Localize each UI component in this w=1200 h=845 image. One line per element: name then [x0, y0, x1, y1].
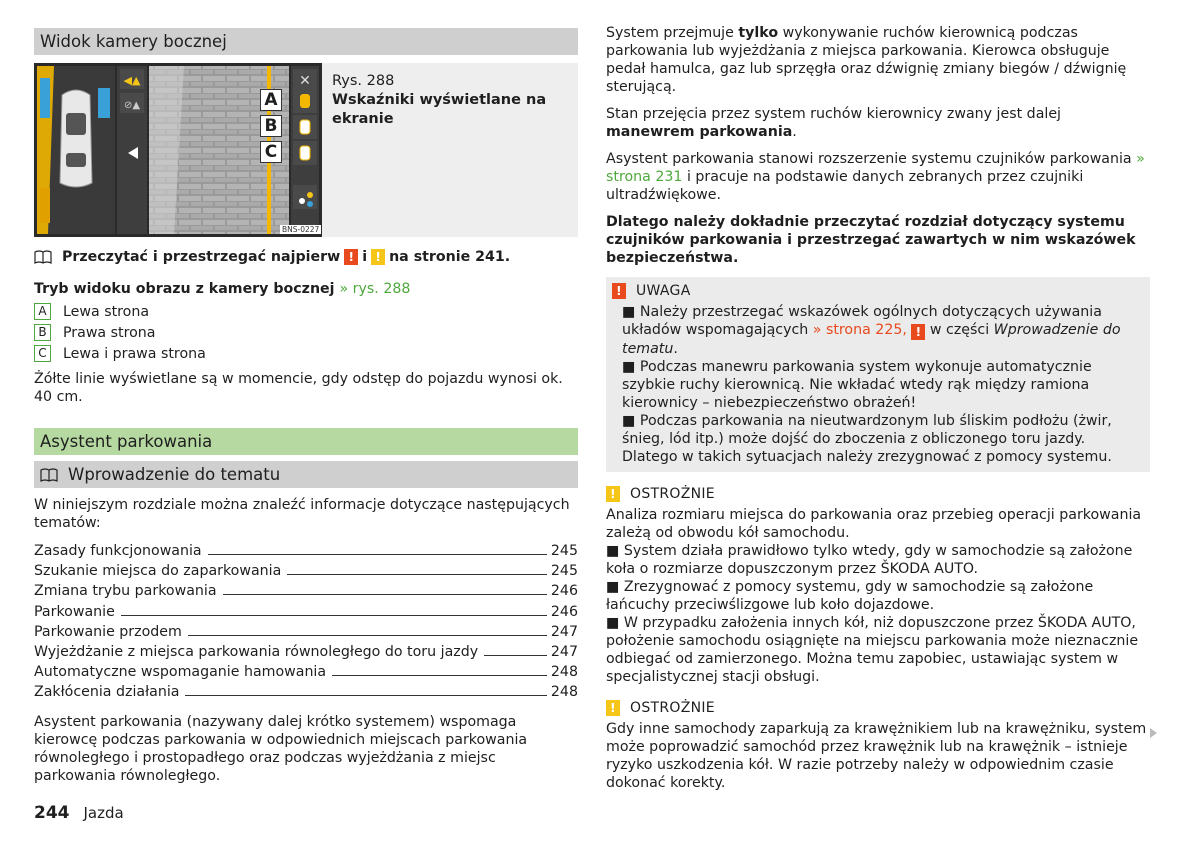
page-link[interactable]: » strona 231	[606, 151, 1145, 185]
figure-caption	[322, 63, 562, 237]
caution-icon: !	[606, 486, 620, 502]
page-number: 244	[34, 803, 70, 823]
caution-title: ! OSTROŻNIE	[606, 696, 1150, 720]
section-header-intro: Wprowadzenie do tematu	[34, 461, 578, 488]
section-header-side-camera	[34, 28, 578, 55]
paragraph-3: Asystent parkowania stanowi rozszerzenie systemu czujników parkowania » strona 231 i pracuje na podstawie danych zebranych przez czujniki ultradźwiękowe.	[606, 151, 1145, 203]
toc-item[interactable]: Zmiana trybu parkowania 246	[34, 583, 578, 600]
caution-title: ! OSTROŻNIE	[606, 482, 1150, 506]
warning-icon: !	[612, 283, 626, 299]
caution-bullet: ■ W przypadku założenia innych kół, niż dopuszczone przez ŠKODA AUTO, położenie samochodu osiągnięte na miejscu parkowania może nieznacznie odbiegać od zamierzonego. Można temu zapobiec, ustawiając system w specjalistycznej stacji obsługi.	[606, 615, 1139, 685]
toc-item[interactable]: Parkowanie 246	[34, 603, 578, 620]
svg-text:◀▲: ◀▲	[123, 74, 141, 87]
read-note: Przeczytać i przestrzegać najpierw ! i ! na stronie 241.	[34, 247, 578, 267]
warning-title: ! UWAGA	[612, 279, 1144, 303]
warning-bullet: ■ Podczas manewru parkowania system wykonuje automatycznie szybkie ruchy kierownicą. Nie wkładać wtedy rąk między ramiona kierownicy – niebezpieczeństwo obrażeń!	[622, 359, 1092, 411]
right-column	[606, 24, 1150, 792]
callout-b: B	[260, 115, 282, 137]
mode-item: B Prawa strona	[34, 322, 578, 343]
caution-box-2	[606, 696, 1150, 792]
svg-text:✕: ✕	[299, 73, 311, 89]
toc-item[interactable]: Zakłócenia działania 248	[34, 684, 578, 701]
toc-item[interactable]: Parkowanie przodem 247	[34, 623, 578, 640]
book-icon	[34, 250, 52, 264]
paragraph-1: System przejmuje tylko wykonywanie ruchów kierownicą podczas parkowania lub wyjeżdżania z miejsca parkowania. Kierowca obsługuje pedał hamulca, gaz lub sprzęgła oraz dźwignię zmiany biegów / dźwignię sterującą.	[606, 25, 1127, 95]
toc-item[interactable]: Szukanie miejsca do zaparkowania 245	[34, 563, 578, 580]
caution-box-1	[606, 482, 1150, 686]
toc-item[interactable]: Zasady funkcjonowania 245	[34, 543, 578, 559]
caution-icon: !	[371, 249, 385, 265]
mode-title: Tryb widoku obrazu z kamery bocznej » rys. 288	[34, 281, 411, 297]
warning-box	[606, 277, 1150, 472]
warning-icon: !	[344, 249, 358, 265]
callout-a: A	[260, 89, 282, 111]
figure-code: BNS-0227	[282, 225, 320, 234]
callout-c: C	[260, 141, 282, 163]
paragraph-4: Dlatego należy dokładnie przeczytać rozdział dotyczący systemu czujników parkowania i przestrzegać zawartych w nim wskazówek bezpieczeństwa.	[606, 214, 1136, 266]
warning-icon: !	[911, 324, 925, 340]
toc-item[interactable]: Wyjeżdżanie z miejsca parkowania równoległego do toru jazdy 247	[34, 643, 578, 660]
page-link[interactable]: » strona 225,	[812, 322, 907, 338]
paragraph-2: Stan przejęcia przez system ruchów kierownicy zwany jest dalej manewrem parkowania.	[606, 106, 1061, 140]
section-header-park-assist: Asystent parkowania	[34, 428, 578, 455]
caution-icon: !	[606, 700, 620, 716]
yellow-lines-text: Żółte linie wyświetlane są w momencie, gdy odstęp do pojazdu wynosi ok. 40 cm.	[34, 371, 563, 405]
mode-item: A Lewa strona	[34, 301, 578, 322]
warning-bullet: ■ Podczas parkowania na nieutwardzonym lub śliskim podłożu (żwir, śnieg, lód itp.) może dojść do zboczenia z obliczonego toru jazdy. Dlatego w takich sytuacjach należy zrezygnować z pomocy systemu.	[622, 413, 1112, 465]
figure-288	[34, 63, 578, 237]
book-icon	[40, 468, 58, 482]
figure-caption-text: Wskaźniki wyświetlane na ekranie	[332, 92, 547, 127]
mode-list	[34, 301, 578, 364]
figure-label: Rys. 288	[332, 73, 395, 89]
caution-text: Analiza rozmiaru miejsca do parkowania oraz przebieg operacji parkowania zależą od obwodu kół samochodu.	[606, 507, 1142, 541]
intro-text: W niniejszym rozdziale można znaleźć informacje dotyczące następujących tematów:	[34, 497, 570, 531]
section-title: Widok kamery bocznej	[40, 31, 227, 51]
toc	[34, 542, 578, 704]
warning-bullet: ■ Należy przestrzegać wskazówek ogólnych dotyczących używania układów wspomagających » strona 225, ! w części Wprowadzenie do tematu.	[622, 304, 1121, 357]
caution-bullet: ■ System działa prawidłowo tylko wtedy, gdy w samochodzie są założone koła o rozmiarze dopuszczonym przez ŠKODA AUTO.	[606, 543, 1133, 577]
continue-arrow-icon	[1150, 728, 1157, 738]
mode-item: C Lewa i prawa strona	[34, 343, 578, 364]
assistant-text: Asystent parkowania (nazywany dalej krótko systemem) wspomaga kierowcę podczas parkowania w odpowiednich miejscach parkowania równoległego i prostopadłego oraz podczas wyjeżdżania z miejsc parkowania równoległego.	[34, 713, 528, 784]
left-column	[34, 28, 578, 785]
figure-link[interactable]: » rys. 288	[339, 281, 411, 297]
warning-body	[612, 303, 1144, 466]
letter-box: A	[34, 303, 51, 320]
letter-box: B	[34, 324, 51, 341]
car-top-view-icon	[60, 90, 92, 187]
svg-text:⊘▲: ⊘▲	[123, 100, 141, 111]
letter-box: C	[34, 345, 51, 362]
camera-screen-image	[34, 63, 322, 237]
toc-item[interactable]: Automatyczne wspomaganie hamowania 248	[34, 664, 578, 681]
page-footer	[34, 804, 124, 822]
caution-bullet: ■ Zrezygnować z pomocy systemu, gdy w samochodzie są założone łańcuchy przeciwślizgowe lub koło dojazdowe.	[606, 579, 1094, 613]
caution-text: Gdy inne samochody zaparkują za krawężnikiem lub na krawężniku, system może poprowadzić samochód przez krawężnik lub na krawężnik – istnieje ryzyko uszkodzenia kół. W razie potrzeby należy w odpowiednim czasie dokonać korekty.	[606, 721, 1147, 791]
chapter-name: Jazda	[83, 804, 124, 822]
